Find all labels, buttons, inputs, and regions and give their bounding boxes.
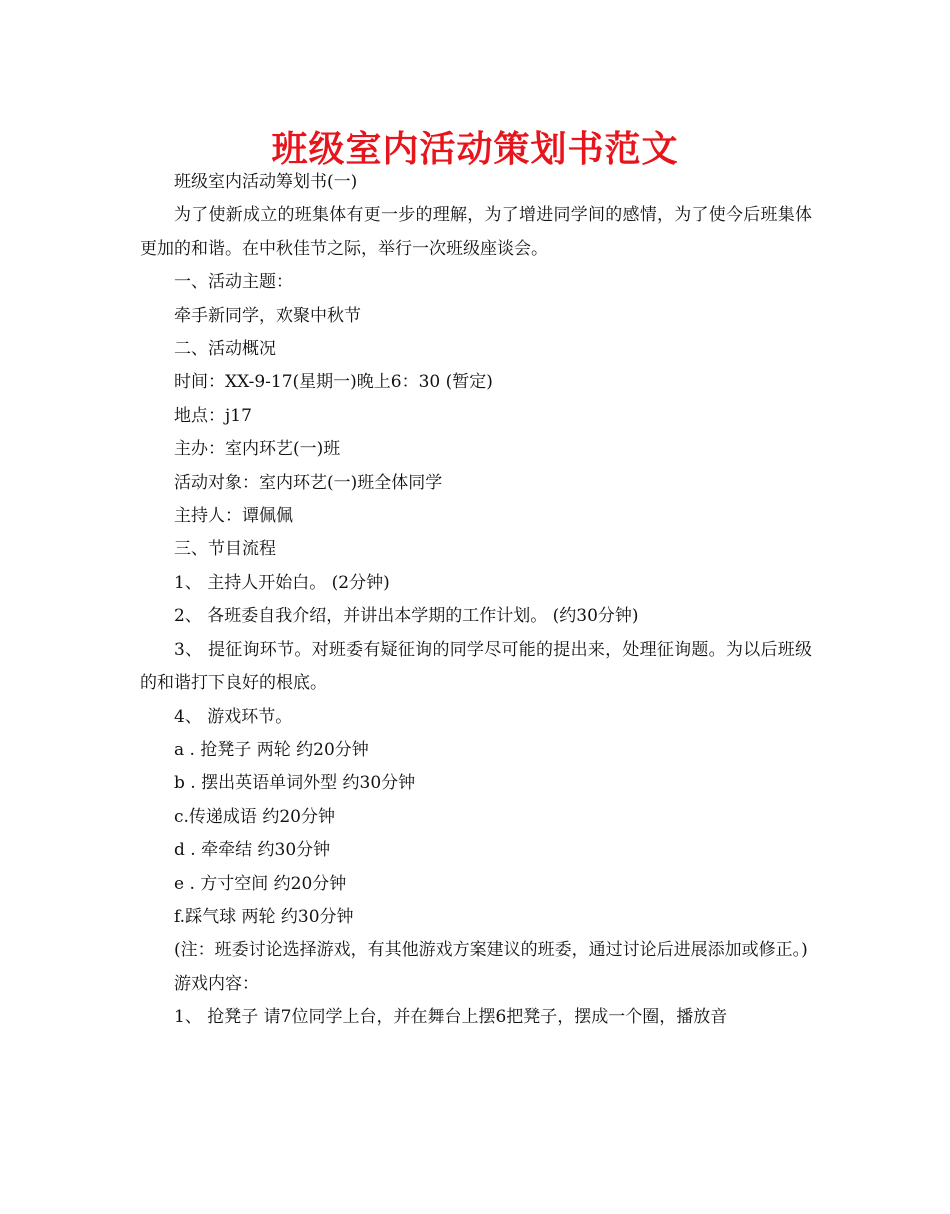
paragraph: 2、 各班委自我介绍，并讲出本学期的工作计划。 (约30分钟) — [174, 606, 639, 627]
paragraph: 为了使新成立的班集体有更一步的理解，为了增进同学间的感情，为了使今后班集体更加的和谐。在中秋佳节之际，举行一次班级座谈会。 — [140, 205, 812, 259]
paragraph: b . 摆出英语单词外型 约30分钟 — [174, 773, 416, 794]
paragraph: 1、 主持人开始白。 (2分钟) — [174, 572, 390, 593]
paragraph: 1、 抢凳子 请7位同学上台，并在舞台上摆6把凳子，摆成一个圈，播放音 — [174, 1007, 728, 1028]
paragraph: f.踩气球 两轮 约30分钟 — [174, 906, 354, 927]
paragraph: 一、活动主题： — [174, 272, 293, 293]
paragraph: 主办：室内环艺(一)班 — [174, 439, 341, 460]
paragraph: 主持人：谭佩佩 — [174, 506, 293, 527]
document-body — [140, 166, 812, 1035]
paragraph: 4、 游戏环节。 — [174, 706, 293, 727]
paragraph: 游戏内容： — [174, 973, 259, 994]
paragraph: a . 抢凳子 两轮 约20分钟 — [174, 739, 369, 760]
paragraph: 活动对象：室内环艺(一)班全体同学 — [174, 472, 443, 493]
paragraph: 二、活动概况 — [174, 339, 276, 360]
paragraph: 地点：j17 — [174, 405, 252, 426]
paragraph: d . 牵牵结 约30分钟 — [174, 840, 331, 861]
paragraph: 牵手新同学，欢聚中秋节 — [174, 305, 361, 326]
paragraph: e . 方寸空间 约20分钟 — [174, 873, 347, 894]
paragraph: c.传递成语 约20分钟 — [174, 806, 335, 827]
paragraph: 班级室内活动筹划书(一) — [174, 172, 358, 192]
paragraph: 时间：XX-9-17(星期一)晚上6：30 (暂定) — [174, 372, 493, 393]
document-title: 班级室内活动策划书范文 — [271, 129, 679, 170]
paragraph: 3、 提征询环节。对班委有疑征询的同学尽可能的提出来，处理征询题。为以后班级的和谐打下良好的根底。 — [140, 639, 812, 694]
paragraph: 三、节目流程 — [174, 539, 276, 560]
paragraph: (注：班委讨论选择游戏，有其他游戏方案建议的班委，通过讨论后进展添加或修正。) — [174, 940, 808, 961]
